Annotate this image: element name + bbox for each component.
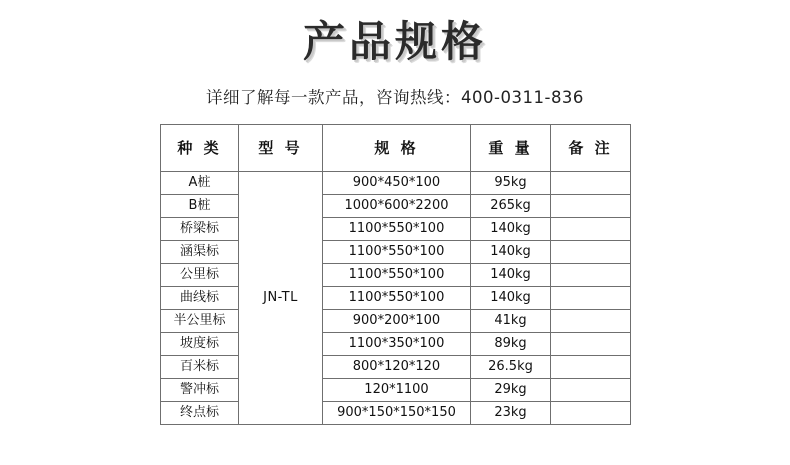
spec-table: [160, 124, 631, 425]
cell-kind: 公里标: [161, 264, 239, 287]
cell-kind: 半公里标: [161, 310, 239, 333]
cell-remark: [551, 195, 631, 218]
table-row: [161, 333, 631, 356]
title-container: [0, 0, 790, 66]
spec-table-container: [160, 124, 630, 425]
cell-kind: 坡度标: [161, 333, 239, 356]
table-row: [161, 241, 631, 264]
column-header-model: 型 号: [239, 125, 323, 172]
table-header: [161, 125, 631, 172]
cell-weight: 140kg: [471, 218, 551, 241]
cell-spec: 1100*550*100: [323, 218, 471, 241]
cell-model: JN-TL: [239, 172, 323, 425]
cell-spec: 1100*550*100: [323, 287, 471, 310]
cell-spec: 800*120*120: [323, 356, 471, 379]
column-header-remark: 备 注: [551, 125, 631, 172]
page-title: 产品规格: [302, 17, 487, 66]
cell-remark: [551, 333, 631, 356]
cell-weight: 23kg: [471, 402, 551, 425]
table-row: [161, 218, 631, 241]
cell-spec: 1100*550*100: [323, 264, 471, 287]
cell-weight: 95kg: [471, 172, 551, 195]
table-row: [161, 402, 631, 425]
cell-spec: 120*1100: [323, 379, 471, 402]
cell-weight: 26.5kg: [471, 356, 551, 379]
cell-kind: 桥梁标: [161, 218, 239, 241]
cell-remark: [551, 218, 631, 241]
cell-spec: 900*450*100: [323, 172, 471, 195]
cell-weight: 140kg: [471, 264, 551, 287]
table-row: [161, 195, 631, 218]
cell-remark: [551, 356, 631, 379]
cell-weight: 41kg: [471, 310, 551, 333]
cell-remark: [551, 287, 631, 310]
page-subtitle: 详细了解每一款产品，咨询热线：400-0311-836: [206, 88, 584, 108]
cell-weight: 140kg: [471, 287, 551, 310]
cell-weight: 29kg: [471, 379, 551, 402]
cell-remark: [551, 379, 631, 402]
cell-kind: 警冲标: [161, 379, 239, 402]
cell-kind: 涵渠标: [161, 241, 239, 264]
cell-spec: 1100*350*100: [323, 333, 471, 356]
cell-remark: [551, 241, 631, 264]
cell-remark: [551, 310, 631, 333]
cell-remark: [551, 402, 631, 425]
cell-kind: B桩: [161, 195, 239, 218]
table-body: [161, 172, 631, 425]
cell-kind: 曲线标: [161, 287, 239, 310]
table-row: [161, 379, 631, 402]
cell-kind: A桩: [161, 172, 239, 195]
cell-spec: 900*200*100: [323, 310, 471, 333]
column-header-spec: 规 格: [323, 125, 471, 172]
table-row: [161, 287, 631, 310]
column-header-kind: 种 类: [161, 125, 239, 172]
table-row: [161, 172, 631, 195]
cell-weight: 265kg: [471, 195, 551, 218]
cell-remark: [551, 264, 631, 287]
cell-kind: 百米标: [161, 356, 239, 379]
column-header-weight: 重 量: [471, 125, 551, 172]
table-row: [161, 264, 631, 287]
table-header-row: [161, 125, 631, 172]
cell-spec: 1100*550*100: [323, 241, 471, 264]
cell-spec: 900*150*150*150: [323, 402, 471, 425]
cell-weight: 89kg: [471, 333, 551, 356]
table-row: [161, 310, 631, 333]
cell-weight: 140kg: [471, 241, 551, 264]
cell-spec: 1000*600*2200: [323, 195, 471, 218]
cell-kind: 终点标: [161, 402, 239, 425]
cell-remark: [551, 172, 631, 195]
table-row: [161, 356, 631, 379]
